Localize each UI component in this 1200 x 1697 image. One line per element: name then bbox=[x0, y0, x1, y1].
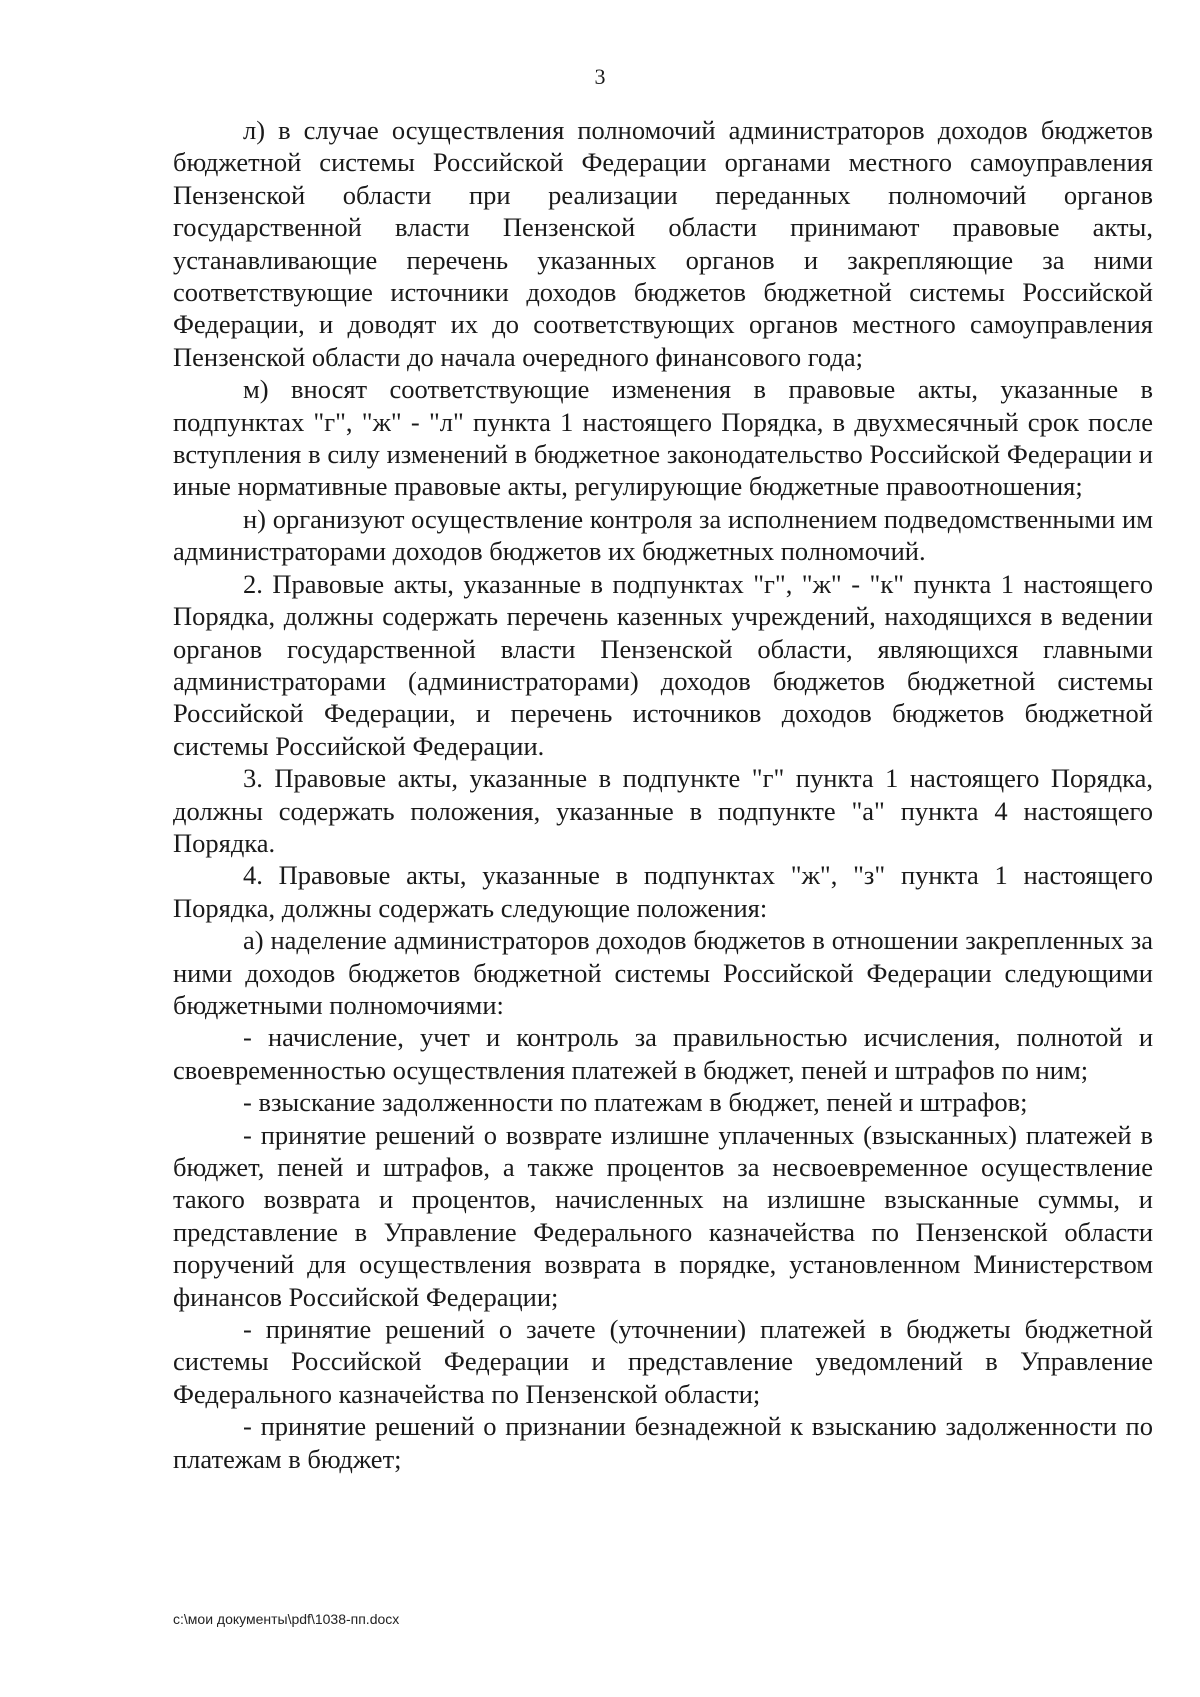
list-item-accrual: - начисление, учет и контроль за правильностью исчисления, полнотой и своевременностью осуществления платежей в бюджет, пеней и штрафов по ним; bbox=[173, 1022, 1153, 1085]
paragraph-3: 3. Правовые акты, указанные в подпункте "г" пункта 1 настоящего Порядка, должны содержать положения, указанные в подпункте "а" пункта 4 настоящего Порядка. bbox=[173, 763, 1153, 858]
paragraph-2: 2. Правовые акты, указанные в подпунктах "г", "ж" - "к" пункта 1 настоящего Порядка, должны содержать перечень казенных учреждений, находящихся в ведении органов государственной власти Пензенской области, являющихся главными администраторами (администраторами) доходов бюджетов бюджетной системы Российской Федерации, и перечень источников доходов бюджетов бюджетной системы Российской Федерации. bbox=[173, 568, 1153, 761]
page-number: 3 bbox=[594, 64, 606, 89]
list-item-recovery: - взыскание задолженности по платежам в бюджет, пеней и штрафов; bbox=[243, 1087, 1028, 1118]
list-item-bad-debt: - принятие решений о признании безнадежной к взысканию задолженности по платежам в бюджет; bbox=[173, 1411, 1153, 1474]
paragraph-n: н) организуют осуществление контроля за исполнением подведомственными им администраторами доходов бюджетов их бюджетных полномочий. bbox=[173, 503, 1153, 567]
file-path-footer: c:\мои документы\pdf\1038-пп.docx bbox=[173, 1611, 400, 1627]
paragraph-m: м) вносят соответствующие изменения в правовые акты, указанные в подпунктах "г", "ж" - "л" пункта 1 настоящего Порядка, в двухмесячный срок после вступления в силу изменений в бюджетное законодательство Российской Федерации и иные нормативные правовые акты, регулирующие бюджетные правоотношения; bbox=[173, 374, 1153, 502]
list-item-offset: - принятие решений о зачете (уточнении) платежей в бюджеты бюджетной системы Российской Федерации и представление уведомлений в Управление Федерального казначейства по Пензенской области; bbox=[173, 1314, 1153, 1409]
paragraph-l: л) в случае осуществления полномочий администраторов доходов бюджетов бюджетной системы Российской Федерации органами местного самоуправления Пензенской области при реализации переданных полномочий органов государственной власти Пензенской области принимают правовые акты, устанавливающие перечень указанных органов и закрепляющие за ними соответствующие источники доходов бюджетов бюджетной системы Российской Федерации, и доводят их до соответствующих органов местного самоуправления Пензенской области до начала очередного финансового года; bbox=[173, 115, 1153, 372]
paragraph-4a: а) наделение администраторов доходов бюджетов в отношении закрепленных за ними доходов бюджетов бюджетной системы Российской Федерации следующими бюджетными полномочиями: bbox=[173, 925, 1153, 1020]
paragraph-4: 4. Правовые акты, указанные в подпунктах "ж", "з" пункта 1 настоящего Порядка, должны содержать следующие положения: bbox=[173, 860, 1153, 923]
list-item-refund: - принятие решений о возврате излишне уплаченных (взысканных) платежей в бюджет, пеней и штрафов, а также процентов за несвоевременное осуществление такого возврата и процентов, начисленных на излишне взысканные суммы, и представление в Управление Федерального казначейства по Пензенской области поручений для осуществления возврата в порядке, установленном Министерством финансов Российской Федерации; bbox=[173, 1119, 1153, 1312]
document-body bbox=[173, 114, 1153, 1475]
